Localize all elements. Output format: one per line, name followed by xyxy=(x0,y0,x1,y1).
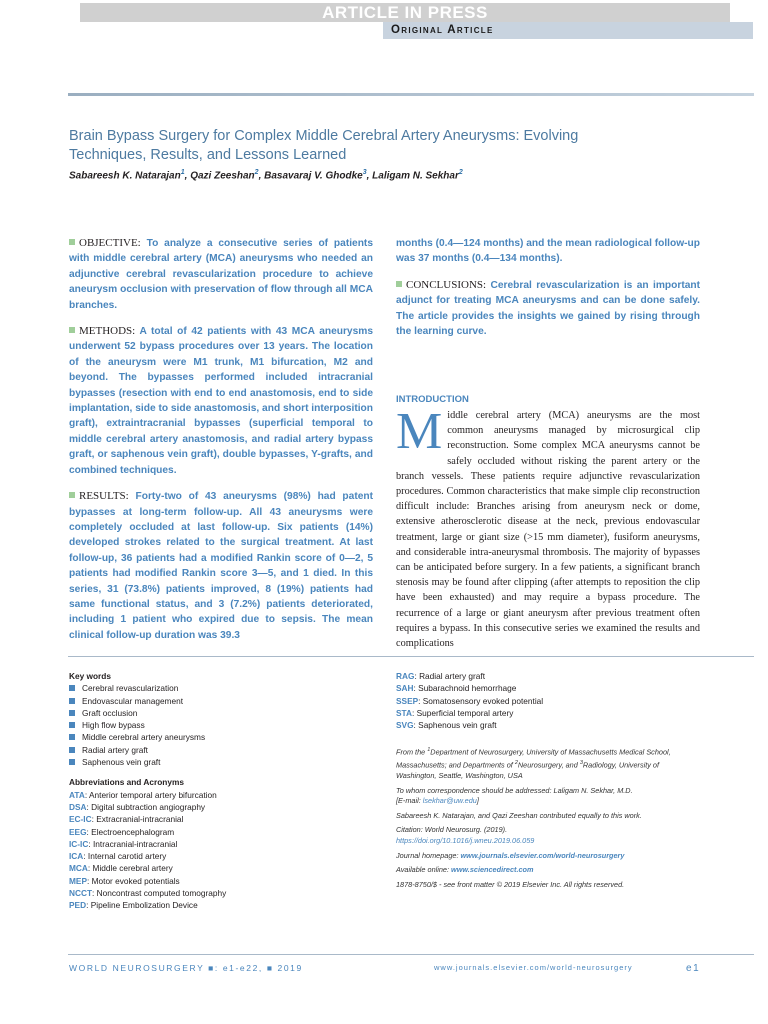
abbreviation-row: MEP: Motor evoked potentials xyxy=(69,875,180,886)
abstract-methods xyxy=(69,324,373,478)
abbreviation-row: ATA: Anterior temporal artery bifurcation xyxy=(69,789,217,800)
abbreviation-value: Middle cerebral artery xyxy=(92,863,173,874)
abbreviation-value: Electroencephalogram xyxy=(91,826,175,837)
footer-url[interactable]: www.journals.elsevier.com/world-neurosurgery xyxy=(434,963,633,972)
abbreviation-key: STA xyxy=(396,707,412,718)
abbreviation-key: SSEP xyxy=(396,695,419,706)
abbreviation-value: Superficial temporal artery xyxy=(416,707,514,718)
equal-contribution: Sabareesh K. Natarajan, and Qazi Zeeshan contributed equally to this work. xyxy=(396,810,642,820)
author-name: Qazi Zeeshan xyxy=(190,170,255,182)
header-rule xyxy=(68,93,754,96)
abbreviation-key: EC-IC xyxy=(69,814,92,825)
abbreviation-row: STA: Superficial temporal artery xyxy=(396,707,514,718)
copyright: 1878-8750/$ - see front matter © 2019 Elsevier Inc. All rights reserved. xyxy=(396,879,625,889)
abbreviation-list-continued xyxy=(396,670,696,731)
page-number: e1 xyxy=(686,963,701,974)
author-affiliation-mark[interactable]: 2 xyxy=(458,169,463,176)
email-link[interactable]: lsekhar@uw.edu xyxy=(422,796,477,806)
objective-text: To analyze a consecutive series of patients with middle cerebral artery (MCA) aneurysms who needed an adjunctive cerebral revascularization procedure to achieve aneurysm occlusion with preservation of flow through all MCA branches. xyxy=(69,238,373,311)
bullet-square-icon xyxy=(69,492,75,498)
abstract-left-column xyxy=(69,236,373,654)
keyword-item: Middle cerebral artery aneurysms xyxy=(69,731,369,743)
abbreviation-key: RAG xyxy=(396,671,415,681)
author-affiliation-mark[interactable]: 1 xyxy=(180,169,185,176)
affiliation-mark: 2 xyxy=(514,760,518,767)
abstract-results xyxy=(69,489,373,643)
abbreviation-key: SAH xyxy=(396,683,414,694)
abbreviation-key: ATA xyxy=(69,789,85,800)
abbreviation-key: MEP xyxy=(69,875,87,886)
drop-cap: M xyxy=(396,403,443,460)
abbreviations-heading: Abbreviations and Acronyms xyxy=(69,777,184,788)
abbreviation-key: SVG xyxy=(396,720,414,731)
section-label: Original Article xyxy=(383,22,753,39)
conclusions-text: Cerebral revascularization is an important adjunct for treating MCA aneurysms and can be done safely. The article provides the insights we gained by rising through the learning curve. xyxy=(396,279,700,338)
abbreviation-row: NCCT: Noncontrast computed tomography xyxy=(69,888,227,899)
bullet-square-icon xyxy=(396,281,402,287)
author-name: Sabareesh K. Natarajan xyxy=(69,170,181,182)
article-in-press-banner: ARTICLE IN PRESS xyxy=(80,3,730,22)
introduction-heading: INTRODUCTION xyxy=(396,394,469,405)
keyword-item: Cerebral revascularization xyxy=(69,682,369,694)
abbreviation-value: Anterior temporal artery bifurcation xyxy=(88,789,217,800)
keyword-item: High flow bypass xyxy=(69,719,369,731)
abbreviation-value: Pipeline Embolization Device xyxy=(90,900,198,911)
email-label: [E-mail: xyxy=(396,796,423,806)
abbreviation-value: Motor evoked potentials xyxy=(91,875,180,886)
abbreviation-row: IC-IC: Intracranial-intracranial xyxy=(69,838,178,849)
title-line-1: Brain Bypass Surgery for Complex Middle Cerebral Artery Aneurysms: Evolving xyxy=(69,128,579,144)
affiliations-block xyxy=(396,745,696,894)
keyword-item: Endovascular management xyxy=(69,695,369,707)
abbreviation-row: EC-IC: Extracranial-intracranial xyxy=(69,814,184,825)
abbreviation-row: PED: Pipeline Embolization Device xyxy=(69,900,198,911)
abbreviation-value: Noncontrast computed tomography xyxy=(96,888,227,899)
keyword-item: Graft occlusion xyxy=(69,707,369,719)
journal-homepage xyxy=(396,851,696,862)
affiliation-3: Radiology, University of Washington, Seattle, Washington, USA xyxy=(396,760,659,781)
citation-text: Citation: World Neurosurg. (2019). xyxy=(396,825,508,835)
author-name: Basavaraj V. Ghodke xyxy=(264,170,363,182)
results-continued: months (0.4—124 months) and the mean radiological follow-up was 37 months (0.4—134 months). xyxy=(396,238,700,265)
introduction-body xyxy=(396,403,700,651)
abbreviation-row: ICA: Internal carotid artery xyxy=(69,851,167,862)
keyword-item: Radial artery graft xyxy=(69,744,369,756)
abbreviation-key: MCA xyxy=(69,863,88,874)
sciencedirect-link[interactable]: www.sciencedirect.com xyxy=(451,865,534,875)
abbreviation-value: Subarachnoid hemorrhage xyxy=(418,683,517,694)
abbreviation-value: Radial artery graft xyxy=(419,671,486,681)
correspondence xyxy=(396,786,696,807)
correspondence-text: To whom correspondence should be addressed: Laligam N. Sekhar, M.D. xyxy=(396,785,633,795)
abbreviation-key: ICA xyxy=(69,851,84,862)
abbreviation-value: Somatosensory evoked potential xyxy=(422,695,544,706)
abbreviation-key: PED xyxy=(69,900,87,911)
abbreviation-list xyxy=(69,789,369,912)
abbreviation-key: EEG xyxy=(69,826,87,837)
abbreviation-key: DSA xyxy=(69,801,87,812)
abbreviation-row: SSEP: Somatosensory evoked potential xyxy=(396,695,544,706)
abbreviation-value: Digital subtraction angiography xyxy=(91,801,206,812)
affiliation-1: Department of Neurosurgery, University of Massachusetts Medical School, Massachusetts; and Departments of xyxy=(396,747,671,770)
online-label: Available online: xyxy=(396,865,452,875)
affiliation-2: Neurosurgery, and xyxy=(517,760,580,770)
keywords-heading: Key words xyxy=(69,671,111,681)
abbreviation-value: Extracranial-intracranial xyxy=(96,814,184,825)
title-line-2: Techniques, Results, and Lessons Learned xyxy=(69,147,347,163)
homepage-link[interactable]: www.journals.elsevier.com/world-neurosurgery xyxy=(460,850,625,860)
abbreviation-row: EEG: Electroencephalogram xyxy=(69,826,175,837)
results-label: RESULTS: xyxy=(79,490,129,503)
available-online xyxy=(396,865,696,876)
abbreviation-key: IC-IC xyxy=(69,838,89,849)
author-name: Laligam N. Sekhar xyxy=(372,170,459,182)
abbreviation-row: DSA: Digital subtraction angiography xyxy=(69,801,206,812)
abbreviation-value: Internal carotid artery xyxy=(87,851,167,862)
author-affiliation-mark[interactable]: 2 xyxy=(254,169,259,176)
abbreviation-row: RAG: Radial artery graft xyxy=(396,671,486,681)
abbreviation-value: Intracranial-intracranial xyxy=(92,838,178,849)
introduction-text: iddle cerebral artery (MCA) aneurysms are the most common aneurysms managed by microsurgical clip reconstruction. Some complex MCA aneurysms cannot be safely occluded without risking the parent artery or the branch vessels. These patients require adjunctive revascularization procedures. Common characteristics that make simple clip reconstruction difficult include: Branches arising from aneurysm neck or dome, extensive atherosclerotic disease at the neck, previous endovascular treatment, large or giant size (>15 mm diameter), fusiform aneurysms, and considerable intra-aneurysmal thrombosis. The majority of bypasses can be anticipated before surgery. In a few patients, a significant branch stenosis may be found after clipping (after attempts to reposition the clip have been exhausted) and may require a bypass procedure. The recurrence of a large or giant aneurysm after previous treatment often requires a bypass. In this consecutive series we examined the results and complications xyxy=(396,410,700,650)
results-text: Forty-two of 43 aneurysms (98%) had patent bypasses at long-term follow-up. All 43 aneurysms were completely occluded at last follow-up. Six patients (14%) developed strokes related to the surgical treatment. At last follow-up, 36 patients had a modified Rankin score of 0—2, 5 patients had modified Rankin score 3—5, and 1 died. In this series, 31 (73.8%) patients improved, 8 (19%) patients had same functional status, and 3 (7.2%) patients deteriorated, including 1 patient who expired due to sepsis. The mean clinical follow-up duration was 39.3 xyxy=(69,491,373,641)
affiliation-mark: 3 xyxy=(579,760,583,767)
footer-divider xyxy=(68,954,754,955)
article-title xyxy=(69,127,709,165)
abstract-conclusions xyxy=(396,278,700,340)
author-list: Sabareesh K. Natarajan$^1$, Qazi Zeeshan$^2$, Basavaraj V. Ghodke$^3$, Laligam N. Sekhar$^2$ xyxy=(69,169,463,182)
abbreviation-value: Saphenous vein graft xyxy=(418,720,497,731)
homepage-label: Journal homepage: xyxy=(396,850,461,860)
bullet-square-icon xyxy=(69,327,75,333)
keyword-item: Saphenous vein graft xyxy=(69,756,369,768)
email-end: ] xyxy=(476,796,479,806)
abbreviation-row: SVG: Saphenous vein graft xyxy=(396,720,497,731)
doi-link[interactable]: https://doi.org/10.1016/j.wneu.2019.06.059 xyxy=(396,836,535,845)
footer-journal: WORLD NEUROSURGERY ■: e1-e22, ■ 2019 xyxy=(69,963,303,973)
methods-label: METHODS: xyxy=(79,325,136,338)
abstract-right-column xyxy=(396,236,700,350)
methods-text: A total of 42 patients with 43 MCA aneurysms underwent 52 bypass procedures over 13 years. The location of the aneurysm were M1 trunk, M1 bifurcation, M2 and beyond. The bypasses performed included intracranial bypasses (resection with end to end anastomosis, end to side implantation, side to side anastomosis, and short interposition graft), extraintracranial bypasses (superficial temporal to middle cerebral artery anastomosis, and radial artery bypass graft, or saphenous vein graft), double bypasses, Y-grafts, and combined techniques. xyxy=(69,326,373,476)
author-affiliation-mark[interactable]: 3 xyxy=(362,169,367,176)
objective-label: OBJECTIVE: xyxy=(79,237,141,249)
citation xyxy=(396,825,696,846)
abstract-objective xyxy=(69,236,373,313)
affiliation-mark: 1 xyxy=(427,747,431,753)
affiliation-text xyxy=(396,745,696,782)
bullet-square-icon xyxy=(69,239,75,245)
abbreviation-key: NCCT xyxy=(69,888,93,899)
keywords-block xyxy=(69,670,369,912)
abbreviation-row: SAH: Subarachnoid hemorrhage xyxy=(396,683,517,694)
conclusions-label: CONCLUSIONS: xyxy=(406,278,487,291)
section-divider xyxy=(68,656,754,657)
abbreviation-row: MCA: Middle cerebral artery xyxy=(69,863,173,874)
affiliation-prefix: From the xyxy=(396,747,428,757)
